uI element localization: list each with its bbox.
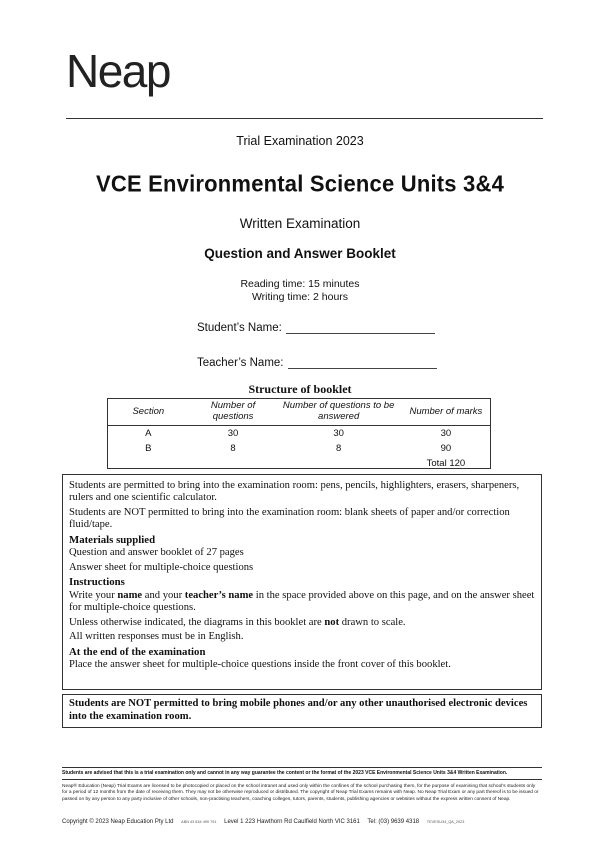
table-row <box>107 426 491 442</box>
table-cell: A <box>145 428 152 439</box>
table-cell: 30 <box>440 428 452 439</box>
footer-divider <box>62 767 542 768</box>
instruction-scale: Unless otherwise indicated, the diagrams in this booklet are not drawn to scale. <box>69 616 406 628</box>
teacher-name-label: Teacher’s Name: <box>197 357 284 369</box>
instruction-english: All written responses must be in English. <box>69 631 244 643</box>
instructions-heading: Instructions <box>69 576 125 589</box>
col-header-section: Section <box>107 398 190 426</box>
student-name-label: Student’s Name: <box>197 322 282 334</box>
instruction-names: Write your name and your teacher’s name in the space provided above on this page, and on the answer sheet for multiple-choice questions. <box>69 589 535 613</box>
writing-time: Writing time: 2 hours <box>251 291 349 303</box>
table-cell: 8 <box>336 443 342 454</box>
permitted-text: Students are permitted to bring into the examination room: pens, pencils, highlighters, erasers, sharpeners, rulers and one scientific calculator. <box>69 480 520 504</box>
mobile-phone-warning: Students are NOT permitted to bring mobile phones and/or any other unauthorised electronic devices into the examination room. <box>62 694 542 728</box>
table-cell: 30 <box>333 428 344 439</box>
col-header-marks: Number of marks <box>401 398 491 426</box>
booklet-label: Question and Answer Booklet <box>204 246 396 261</box>
address-text: Level 1 223 Hawthorn Rd Caulfield North VIC 3161 <box>224 819 360 825</box>
end-instruction: Place the answer sheet for multiple-choice questions inside the front cover of this booklet. <box>69 659 451 671</box>
table-cell: 90 <box>440 443 452 454</box>
footer-divider <box>62 779 542 780</box>
product-code: TEVESU34_QA_2023 <box>426 820 465 824</box>
exam-subtitle: Written Examination <box>239 216 361 231</box>
materials-heading: Materials supplied <box>69 533 156 546</box>
teacher-name-row <box>197 356 437 369</box>
copyright-line <box>62 819 542 825</box>
student-name-field[interactable] <box>286 321 435 334</box>
materials-item: Question and answer booklet of 27 pages <box>69 547 244 559</box>
trial-advisory: Students are advised that this is a trial examination only and cannot in any way guarantee the content or the format of the 2023 VCE Environmental Science Units 3&4 Written Examination. <box>62 770 508 776</box>
structure-title: Structure of booklet <box>248 382 352 396</box>
col-header-questions: Number of questions <box>190 398 277 426</box>
student-name-row <box>197 321 435 334</box>
reading-time: Reading time: 15 minutes <box>240 278 360 290</box>
structure-table <box>107 398 491 471</box>
table-row-total <box>107 456 491 471</box>
neap-logo: Neap <box>66 45 170 97</box>
table-cell: 30 <box>227 428 239 439</box>
trial-label: Trial Examination 2023 <box>236 134 364 148</box>
table-row <box>107 441 491 456</box>
abn-text: ABN 43 634 499 791 <box>181 820 217 824</box>
instructions-box <box>62 474 542 690</box>
end-heading: At the end of the examination <box>69 645 206 658</box>
table-cell: 8 <box>230 443 236 454</box>
structure-header-row <box>107 398 491 426</box>
col-header-answered: Number of questions to be answered <box>277 398 401 426</box>
teacher-name-field[interactable] <box>288 356 437 369</box>
materials-item: Answer sheet for multiple-choice questions <box>69 561 254 573</box>
header-divider <box>66 118 543 119</box>
not-permitted-text: Students are NOT permitted to bring into the examination room: blank sheets of paper and/or correction fluid/tape. <box>69 506 510 531</box>
copyright-text: Copyright © 2023 Neap Education Pty Ltd <box>62 819 174 825</box>
phone-text: Tel: (03) 9639 4318 <box>367 819 420 825</box>
exam-title: VCE Environmental Science Units 3&4 <box>95 170 505 197</box>
total-marks: Total 120 <box>426 458 466 469</box>
licence-text: Neap® Education (Neap) Trial Exams are licensed to be photocopied or placed on the school intranet and used only within the confines of the school purchasing them, for the purpose of examining that school’s students only for a period of 12 months from the date of receiving them. They may not be otherwise reproduced or distributed. The copyright of Neap Trial Exams remains with Neap. No Neap Trial Exam or any part thereof is to be issued or passed on by any person to any party inclusive of other schools, non-practising teachers, coaching colleges, tutors, parents, students, publishing agencies or websites without the express written consent of Neap. <box>62 784 539 802</box>
table-cell: B <box>145 443 152 454</box>
